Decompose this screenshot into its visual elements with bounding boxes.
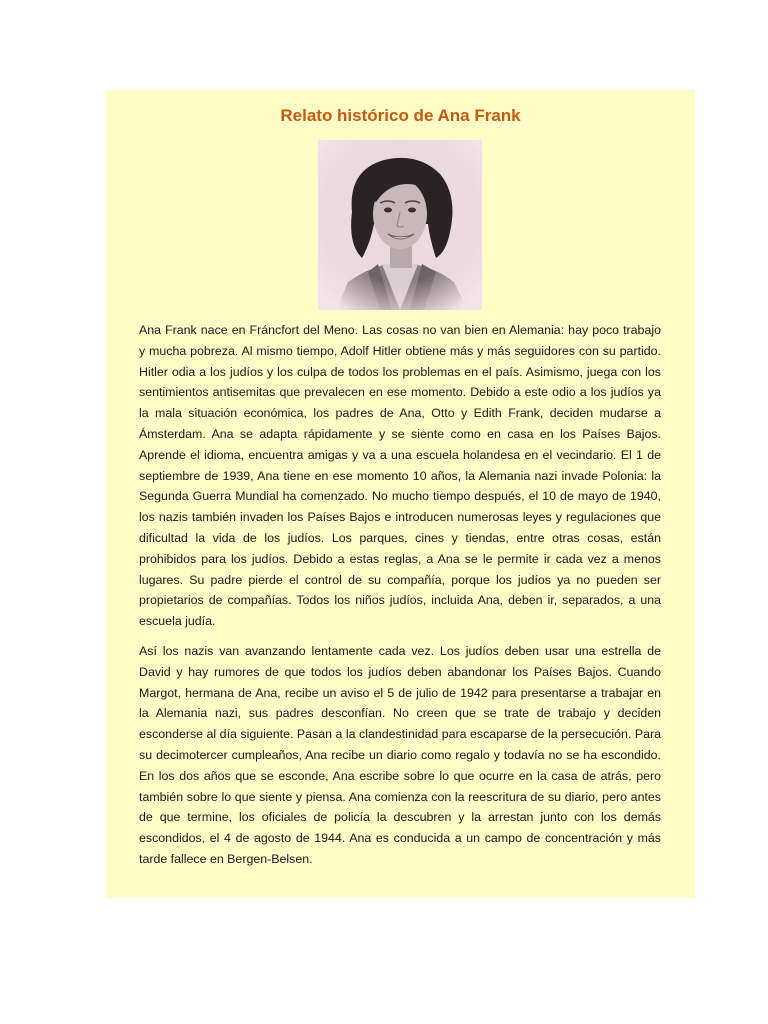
- portrait-photo: [318, 140, 482, 310]
- document-title: Relato histórico de Ana Frank: [280, 106, 521, 125]
- portrait-illustration-icon: [318, 140, 482, 310]
- paragraph-2: Así los nazis van avanzando lentamente cada vez. Los judíos deben usar una estrella de David y hay rumores de que todos los judíos deben abandonar los Países Bajos. Cuando Margot, hermana de Ana, recibe un aviso el 5 de julio de 1942 para presentarse a trabajar en la Alemania nazi, sus padres desconfían. No creen que se trate de trabajo y deciden esconderse al día siguiente. Pasan a la clandestinidad para escaparse de la persecución. Para su decimotercer cumpleaños, Ana recibe un diario como regalo y todavía no se ha escondido. En los dos años que se esconde, Ana escribe sobre lo que ocurre en la casa de atrás, pero también sobre lo que siente y piensa. Ana comienza con la reescritura de su diario, pero antes de que termine, los oficiales de policía la descubren y la arrestan junto con los demás escondidos, el 4 de agosto de 1944. Ana es conducida a un campo de concentración y más tarde fallece en Bergen-Belsen.: [139, 643, 661, 866]
- article-body: [139, 320, 661, 879]
- paragraph-1: Ana Frank nace en Fráncfort del Meno. Las cosas no van bien en Alemania: hay poco trabajo y mucha pobreza. Al mismo tiempo, Adolf Hitler obtiene más y más seguidores con su partido. Hitler odia a los judíos y los culpa de todos los problemas en el país. Asimismo, juega con los sentimientos antisemitas que prevalecen en ese momento. Debido a este odio a los judíos ya la mala situación económica, los padres de Ana, Otto y Edith Frank, deciden mudarse a Ámsterdam. Ana se adapta rápidamente y se siente como en casa en los Países Bajos. Aprende el idioma, encuentra amigas y va a una escuela holandesa en el vecindario. El 1 de septiembre de 1939, Ana tiene en ese momento 10 años, la Alemania nazi invade Polonia: la Segunda Guerra Mundial ha comenzado. No mucho tiempo después, el 10 de mayo de 1940, los nazis también invaden los Países Bajos e introducen numerosas leyes y regulaciones que dificultad la vida de los judíos. Los parques, cines y tiendas, entre otras cosas, están prohibidos para los judíos. Debido a estas reglas, a Ana se le permite ir cada vez a menos lugares. Su padre pierde el control de su compañía, porque los judíos ya no pueden ser propietarios de compañías. Todos los niños judíos, incluida Ana, deben ir, separados, a una escuela judía.: [139, 323, 661, 629]
- document-page: [106, 90, 695, 898]
